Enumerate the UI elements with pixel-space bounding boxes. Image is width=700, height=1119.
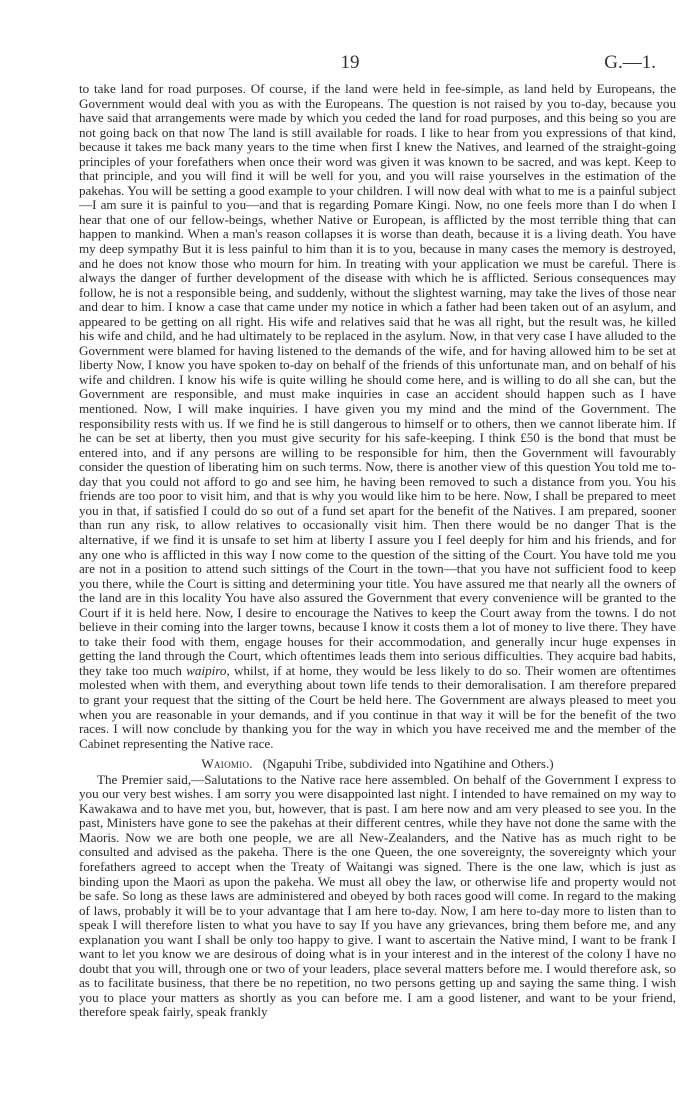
section-heading-place: Waiomio. (201, 756, 253, 772)
section-heading (79, 757, 676, 772)
paragraph-premier: The Premier said,—Salutations to the Native race here assembled. On behalf of the Government I express to you our very best wishes. I am sorry you were disappointed last night. I intended to have remained on my way to Kawakawa and to have met you, but, however, that is past. I am here now and am very pleased to see you. In the past, Ministers have gone to see the pakehas at their different centres, while they have not done the same with the Maoris. Now we are both one people, we are all New-Zealanders, and the Native has as much right to be consulted and advised as the pakeha. There is the one Queen, the one sovereignty, the sovereignty which your forefathers agreed to accept when the Treaty of Waitangi was signed. There is the one law, which is just as binding upon the Maori as upon the pakeha. We must all obey the law, or otherwise life and property would not be safe. So long as these laws are administered and obeyed by both races good will come. In regard to the making of laws, probably it will be to your advantage that I am here to-day. Now, I am here to-day more to listen than to speak I will therefore listen to what you have to say If you have any grievances, bring them before me, and any explanation you want I shall be only too happy to give. I want to ascertain the Native mind, I want to be frank I want to let you know we are desirous of doing what is in your interest and in the interest of the colony I have no doubt that you will, through one or two of your leaders, place several matters before me. I would therefore ask, so as to facilitate business, that there be no repetition, no two persons getting up and saying the same thing. I wish you to place your matters as shortly as you can before me. I am a good listener, and want to be your friend, therefore speak fairly, speak frankly (79, 771, 676, 1020)
page-number: 19 (340, 52, 360, 73)
section-heading-tribe: (Ngapuhi Tribe, subdivided into Ngatihine and Others.) (262, 756, 554, 772)
paragraph-continued (79, 82, 676, 751)
paragraph-text-end: , whilst, if at home, they would be less likely to do so. Their women are oftentimes molested when with them, and everything about town life tends to their demoralisation. I am therefore prepared to grant your request that the sitting of the Court be held here. The Government are always pleased to meet you when you are reasonable in your demands, and if you continue in that way it will be for the benefit of the two races. I will now conclude by thanking you for the way in which you have received me and the member of the Cabinet representing the Native race. (79, 662, 676, 751)
italic-term: waipiro (186, 662, 227, 678)
series-reference: G.—1. (604, 52, 656, 73)
paragraph-text: to take land for road purposes. Of course, if the land were held in fee-simple, as land held by Europeans, the Government would deal with you as with the Europeans. The question is not raised by you to-day, because you have said that arrangements were made by which you ceded the land for road purposes, and this being so you are not going back on that now The land is still available for roads. I like to hear from you expressions of that kind, because it takes me back many years to the time when first I knew the Natives, and learned of the straight-going principles of your forefathers when once their word was given it was known to be sacred, and was kept. Keep to that principle, and you will find it will be well for you, and you will raise yourselves in the estimation of the pakehas. You will be setting a good example to your children. I will now deal with what to me is a painful subject—I am sure it is painful to you—and that is regarding Pomare Kingi. Now, no one feels more than I do when I hear that one of our fellow-beings, whether Native or European, is afflicted by the most terrible thing that can happen to mankind. When a man's reason collapses it is worse than death, because it is a living death. You have my deep sympathy But it is less painful to him than it is to you, because in many cases the memory is destroyed, and he does not know those who mourn for him. In treating with your application we must be careful. There is always the danger of further development of the disease with which he is afflicted. Serious consequences may follow, he is not a responsible being, and suddenly, without the slightest warning, may take the lives of those near and dear to him. I know a case that came under my notice in which a father had been taken out of an asylum, and appeared to be getting on all right. His wife and relatives said that he was all right, but the result was, he killed his wife and child, and he had ultimately to be replaced in the asylum. Now, in that very case I have alluded to the Government were blamed for having listened to the demands of the wife, and for having allowed him to be set at liberty Now, I know you have spoken to-day on behalf of the friends of this unfortunate man, and on behalf of his wife and children. I know his wife is quite willing he should come here, and is willing to do all she can, but the Government are responsible, and must make inquiries in case an accident should happen such as I have mentioned. Now, I will make inquiries. I have given you my mind and the mind of the Government. The responsibility rests with us. If we find he is still dangerous to himself or to others, then we cannot liberate him. If he can be set at liberty, then you must give security for his safe-keeping. I think £50 is the bond that must be entered into, and if any persons are willing to be responsible for him, then the Government will favourably consider the question of liberating him on such terms. Now, there is another view of this question You told me to-day that you could not afford to go and see him, he having been removed to such a distance from you. You his friends are too poor to visit him, and that is why you would like him to be here. Now, I shall be prepared to meet you in that, if satisfied I could do so out of a fund set apart for the benefit of the Natives. I am prepared, sooner than run any risk, to allow relatives to occasionally visit him. Then there would be no danger That is the alternative, if we find it is unsafe to set him at liberty I assure you I feel deeply for him and his friends, and for any one who is afflicted in this way I now come to the question of the sitting of the Court. You have told me you are not in a position to attend such sittings of the Court in the town—that you have not sufficient food to keep you there, while the Court is sitting and determining your title. You have assured me that nearly all the owners of the land are in this locality You have also assured the Government that every convenience will be granted to the Court if it is held here. Now, I desire to encourage the Natives to keep the Court away from the towns. I do not believe in their coming into the larger towns, because I know it costs them a lot of money to live there. They have to take their food with them, engage houses for their accommodation, and generally incur huge expenses in getting the land through the Court, which oftentimes leads them into serious difficulties. They acquire bad habits, they take too much (79, 81, 676, 678)
body-text (79, 82, 676, 1020)
